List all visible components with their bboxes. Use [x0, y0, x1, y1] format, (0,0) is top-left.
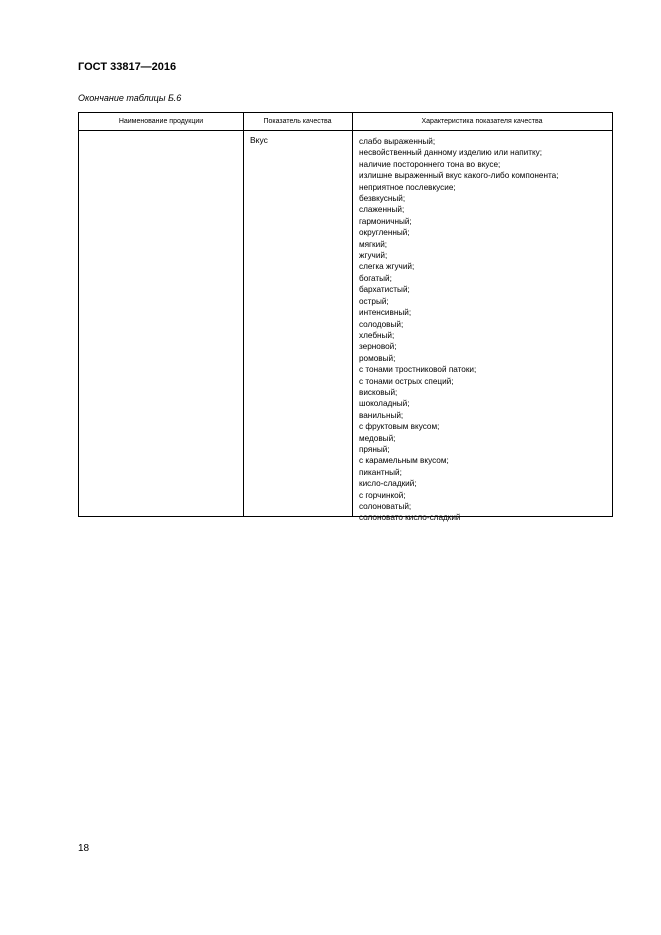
characteristic-item: хлебный; — [359, 330, 395, 340]
characteristic-item: кисло-сладкий; — [359, 479, 417, 489]
column-header-product: Наименование продукции — [118, 118, 204, 125]
column-header-indicator: Показатель качества — [263, 118, 332, 125]
characteristic-item: несвойственный данному изделию или напитку; — [359, 148, 543, 158]
characteristic-item: излишне выраженный вкус какого-либо компонента; — [359, 171, 559, 181]
column-divider — [352, 113, 353, 516]
table-caption: Окончание таблицы Б.6 — [78, 93, 182, 103]
characteristic-item: пряный; — [359, 444, 390, 454]
characteristic-item: медовый; — [359, 433, 396, 443]
characteristic-item: слегка жгучий; — [359, 262, 415, 272]
characteristic-item: наличие постороннего тона во вкусе; — [359, 159, 501, 169]
characteristic-item: с тонами тростниковой патоки; — [359, 365, 477, 375]
table-header-row — [79, 113, 612, 131]
characteristic-item: зерновой; — [359, 342, 397, 352]
characteristic-item: с горчинкой; — [359, 490, 406, 500]
characteristic-item: пикантный; — [359, 467, 402, 477]
indicator-cell: Вкус — [250, 135, 268, 145]
characteristic-item: шоколадный; — [359, 399, 410, 409]
characteristic-item: жгучий; — [359, 251, 388, 261]
characteristic-item: солоноватый; — [359, 502, 412, 511]
characteristic-item: гармоничный; — [359, 216, 412, 226]
characteristic-item: ванильный; — [359, 410, 404, 420]
characteristic-item: солодовый; — [359, 319, 404, 329]
characteristic-item: слабо выраженный; — [359, 137, 436, 146]
characteristic-item: мягкий; — [359, 239, 388, 249]
characteristic-item: неприятное послевкусие; — [359, 182, 456, 192]
characteristic-item: слаженный; — [359, 205, 405, 215]
characteristic-item: с карамельным вкусом; — [359, 456, 449, 466]
quality-table — [78, 112, 613, 523]
characteristic-item: бархатистый; — [359, 285, 410, 295]
document-standard-header: ГОСТ 33817—2016 — [78, 61, 177, 73]
page-number: 18 — [78, 843, 90, 854]
characteristic-item: солоновато кисло-сладкий — [359, 513, 461, 523]
characteristic-item: ромовый; — [359, 353, 396, 363]
characteristic-item: интенсивный; — [359, 308, 412, 318]
characteristic-item: острый; — [359, 296, 389, 306]
column-divider — [243, 113, 244, 516]
characteristic-item: висковый; — [359, 387, 398, 397]
characteristics-list — [359, 136, 558, 524]
column-header-characteristic: Характеристика показателя качества — [421, 118, 543, 125]
characteristic-item: богатый; — [359, 273, 392, 283]
characteristic-item: с тонами острых специй; — [359, 376, 454, 386]
characteristic-item: округленный; — [359, 228, 410, 238]
characteristic-item: безвкусный; — [359, 194, 406, 204]
characteristic-item: с фруктовым вкусом; — [359, 422, 440, 432]
